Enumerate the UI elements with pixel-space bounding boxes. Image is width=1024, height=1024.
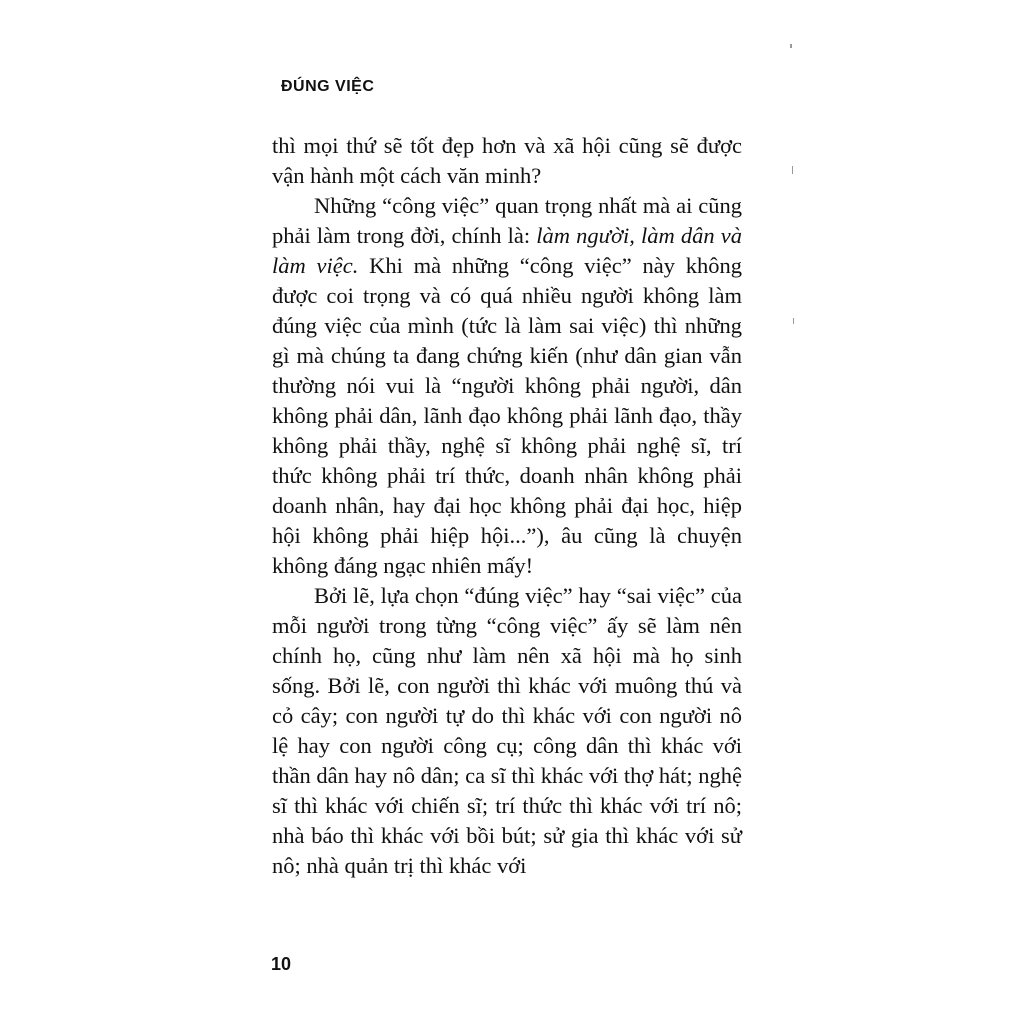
paragraph-2 — [272, 191, 742, 581]
paragraph-2-italic: làm người, làm dân và làm việc. — [272, 223, 742, 278]
running-header: ĐÚNG VIỆC — [281, 78, 375, 95]
paragraph-3: Bởi lẽ, lựa chọn “đúng việc” hay “sai việc” của mỗi người trong từng “công việc” ấy sẽ làm nên chính họ, cũng như làm nên xã hội mà họ sinh sống. Bởi lẽ, con người thì khác với muông thú và cỏ cây; con người tự do thì khác với con người nô lệ hay con người công cụ; công dân thì khác với thần dân hay nô dân; ca sĩ thì khác với thợ hát; nghệ sĩ thì khác với chiến sĩ; trí thức thì khác với trí nô; nhà báo thì khác với bồi bút; sử gia thì khác với sử nô; nhà quản trị thì khác với — [272, 583, 742, 878]
scan-speck — [790, 44, 792, 48]
page-number: 10 — [271, 954, 292, 974]
paragraph-1: thì mọi thứ sẽ tốt đẹp hơn và xã hội cũng sẽ được vận hành một cách văn minh? — [272, 133, 742, 188]
scan-speck — [792, 166, 793, 174]
paragraph-2-start: Những “công việc” quan trọng nhất mà ai cũng phải làm trong đời, chính là: — [272, 193, 742, 248]
scan-speck — [793, 318, 794, 324]
paragraph-2-rest: Khi mà những “công việc” này không được coi trọng và có quá nhiều người không làm đúng việc của mình (tức là làm sai việc) thì những gì mà chúng ta đang chứng kiến (như dân gian vẫn thường nói vui là “người không phải người, dân không phải dân, lãnh đạo không phải lãnh đạo, thầy không phải thầy, nghệ sĩ không phải nghệ sĩ, trí thức không phải trí thức, doanh nhân không phải doanh nhân, hay đại học không phải đại học, hiệp hội không phải hiệp hội...”), âu cũng là chuyện không đáng ngạc nhiên mấy! — [272, 253, 742, 578]
body-text — [272, 131, 742, 881]
